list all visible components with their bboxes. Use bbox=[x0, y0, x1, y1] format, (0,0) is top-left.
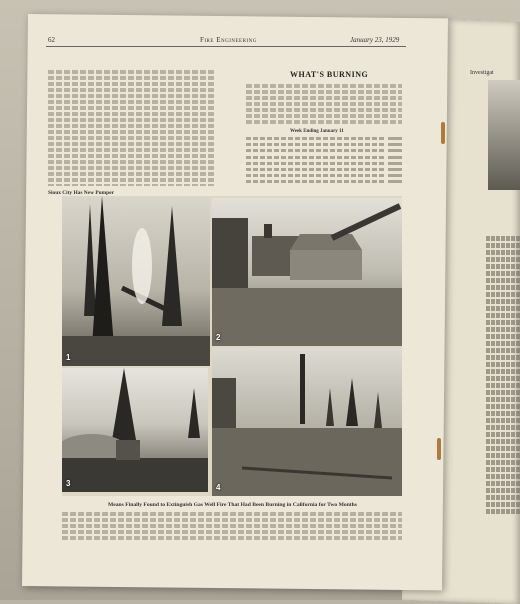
facing-page-text bbox=[486, 236, 520, 516]
loss-row bbox=[246, 148, 402, 153]
photo-derricks-fire bbox=[62, 196, 210, 366]
caption-body-text bbox=[62, 510, 402, 544]
sioux-city-heading: Sioux City Has New Pumper bbox=[48, 190, 114, 196]
photo-number: 3 bbox=[66, 479, 71, 488]
photo-steam-boiler bbox=[212, 198, 402, 346]
week-ending-heading: Week Ending January 11 bbox=[290, 129, 344, 134]
whats-burning-intro bbox=[246, 82, 402, 124]
issue-date: January 23, 1929 bbox=[350, 36, 400, 44]
binding-staple bbox=[437, 438, 441, 460]
facing-page-heading: Investigat bbox=[470, 70, 494, 76]
photo-number: 2 bbox=[216, 333, 221, 342]
header-rule bbox=[46, 46, 406, 47]
loss-row bbox=[246, 161, 402, 166]
article-text-column bbox=[48, 68, 216, 186]
loss-row bbox=[246, 173, 402, 178]
loss-row bbox=[246, 155, 402, 160]
photo-plate bbox=[62, 196, 402, 496]
journal-title: Fire Engineering bbox=[200, 36, 257, 44]
loss-row bbox=[246, 179, 402, 184]
photo-number: 1 bbox=[66, 353, 71, 362]
photo-oil-field bbox=[212, 348, 402, 496]
photo-well-smoke bbox=[62, 368, 208, 492]
page-number: 62 bbox=[48, 36, 55, 44]
loss-row bbox=[246, 167, 402, 172]
fire-loss-list bbox=[246, 136, 402, 186]
photo-number: 4 bbox=[216, 483, 221, 492]
loss-row bbox=[246, 136, 402, 141]
figure-caption: Means Finally Found to Extinguish Gas Well Fire That Had Been Burning in California for Two Months bbox=[108, 502, 357, 508]
whats-burning-heading: WHAT'S BURNING bbox=[290, 70, 369, 79]
loss-row bbox=[246, 142, 402, 147]
binding-staple bbox=[441, 122, 445, 144]
facing-page-photo bbox=[488, 80, 520, 190]
